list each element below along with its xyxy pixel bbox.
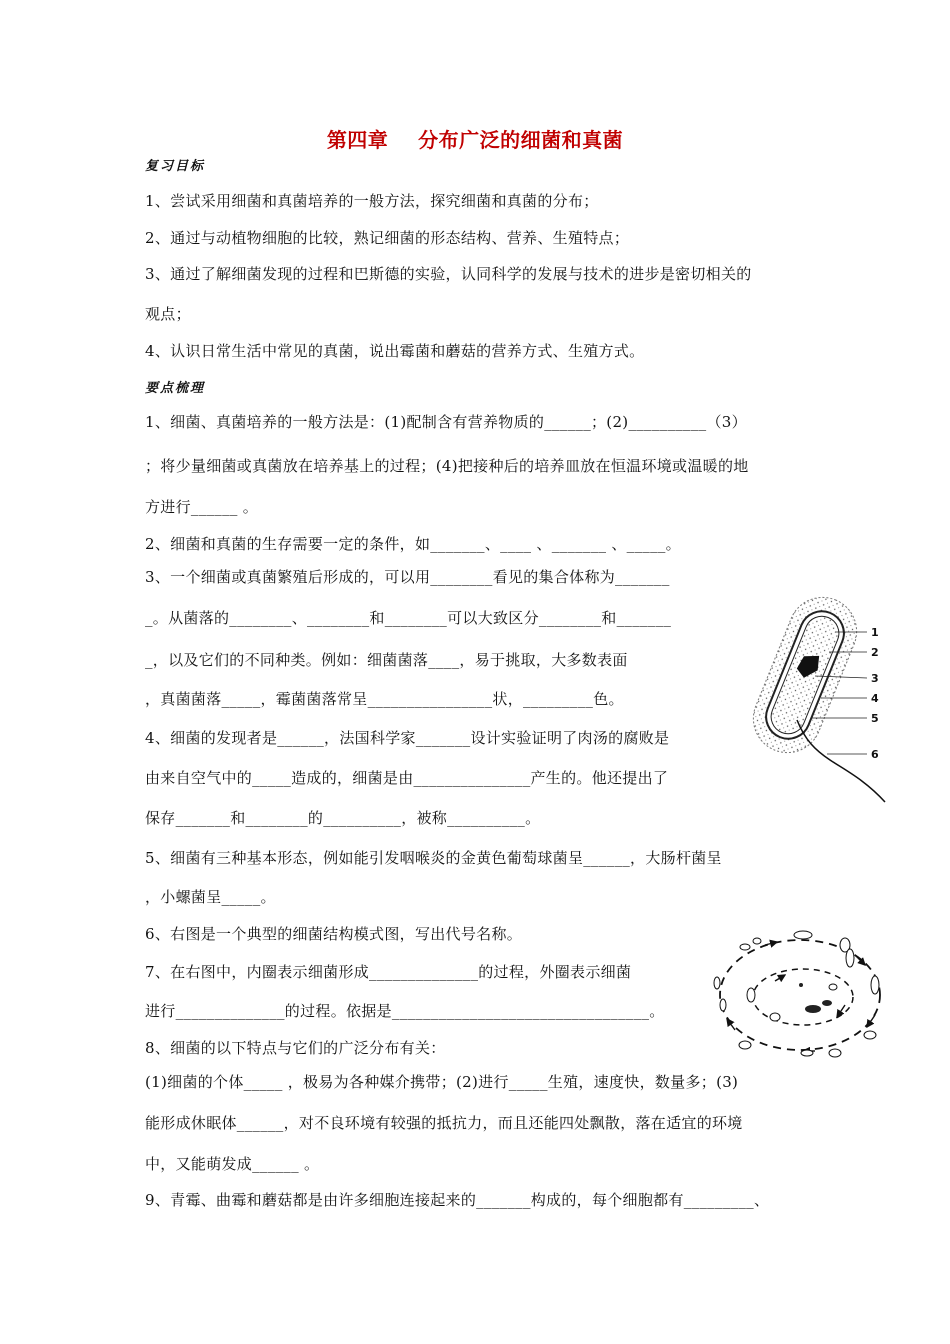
key-line: 由来自空气中的_____造成的，细菌是由_______________产生的。他还提出了: [145, 769, 669, 787]
key-points-heading: 要点梳理: [145, 381, 206, 396]
key-line: 保存_______和________的__________，被称__________。: [145, 809, 541, 827]
review-item: 2、通过与动植物细胞的比较，熟记细菌的形态结构、营养、生殖特点；: [145, 229, 630, 247]
label-6: 6: [871, 748, 879, 761]
spores: [799, 983, 832, 1013]
review-item: 4、认识日常生活中常见的真菌，说出霉菌和蘑菇的营养方式、生殖方式。: [145, 342, 645, 360]
key-line: (1)细菌的个体_____ ，极易为各种媒介携带；(2)进行_____生殖，速度快，数量多；(3): [145, 1073, 739, 1091]
label-5: 5: [871, 712, 879, 725]
review-item: 1、尝试采用细菌和真菌培养的一般方法，探究细菌和真菌的分布；: [145, 192, 599, 210]
key-line: 1、细菌、真菌培养的一般方法是：(1)配制含有营养物质的______；(2)__________（3）: [145, 413, 747, 431]
bacteria-lifecycle-diagram: [705, 925, 895, 1065]
label-3: 3: [871, 672, 879, 685]
label-2: 2: [871, 646, 879, 659]
label-1: 1: [871, 626, 879, 639]
key-line: ，小螺菌呈_____。: [145, 888, 276, 906]
page-title: 第四章 分布广泛的细菌和真菌: [326, 128, 624, 152]
key-line: 6、右图是一个典型的细菌结构模式图，写出代号名称。: [145, 925, 523, 943]
key-line: 进行______________的过程。依据是_________________________________。: [145, 1002, 665, 1020]
bacterium-structure-diagram: [735, 590, 895, 810]
label-4: 4: [871, 692, 879, 705]
key-line: 能形成休眠体______，对不良环境有较强的抵抗力，而且还能四处飘散，落在适宜的环境: [145, 1114, 743, 1132]
key-line: 2、细菌和真菌的生存需要一定的条件，如_______、____ 、_______ 、_____。: [145, 535, 681, 553]
key-line: 中，又能萌发成______ 。: [145, 1155, 320, 1173]
review-heading: 复习目标: [145, 159, 206, 174]
key-line: 7、在右图中，内圈表示细菌形成______________的过程，外圈表示细菌: [145, 963, 632, 981]
key-line: ，真菌菌落_____，霉菌菌落常呈________________状，_________色。: [145, 690, 624, 708]
key-line: 3、一个细菌或真菌繁殖后形成的，可以用________看见的集合体称为_______: [145, 568, 670, 586]
key-line: _。从菌落的________、________和________可以大致区分________和_______: [145, 609, 672, 627]
key-line: ；将少量细菌或真菌放在培养基上的过程；(4)把接种后的培养皿放在恒温环境或温暖的地: [145, 457, 749, 475]
key-line: _，以及它们的不同种类。例如：细菌菌落____，易于挑取，大多数表面: [145, 651, 628, 669]
review-item: 3、通过了解细菌发现的过程和巴斯德的实验，认同科学的发展与技术的进步是密切相关的: [145, 265, 752, 283]
bacteria-cells: [714, 931, 879, 1057]
review-item: 观点；: [145, 305, 191, 323]
key-line: 5、细菌有三种基本形态，例如能引发咽喉炎的金黄色葡萄球菌呈______，大肠杆菌呈: [145, 849, 722, 867]
key-line: 4、细菌的发现者是______，法国科学家_______设计实验证明了肉汤的腐败是: [145, 729, 670, 747]
key-line: 9、青霉、曲霉和蘑菇都是由许多细胞连接起来的_______构成的，每个细胞都有_________、: [145, 1191, 770, 1209]
key-line: 方进行______ 。: [145, 498, 259, 516]
key-line: 8、细菌的以下特点与它们的广泛分布有关：: [145, 1039, 446, 1057]
